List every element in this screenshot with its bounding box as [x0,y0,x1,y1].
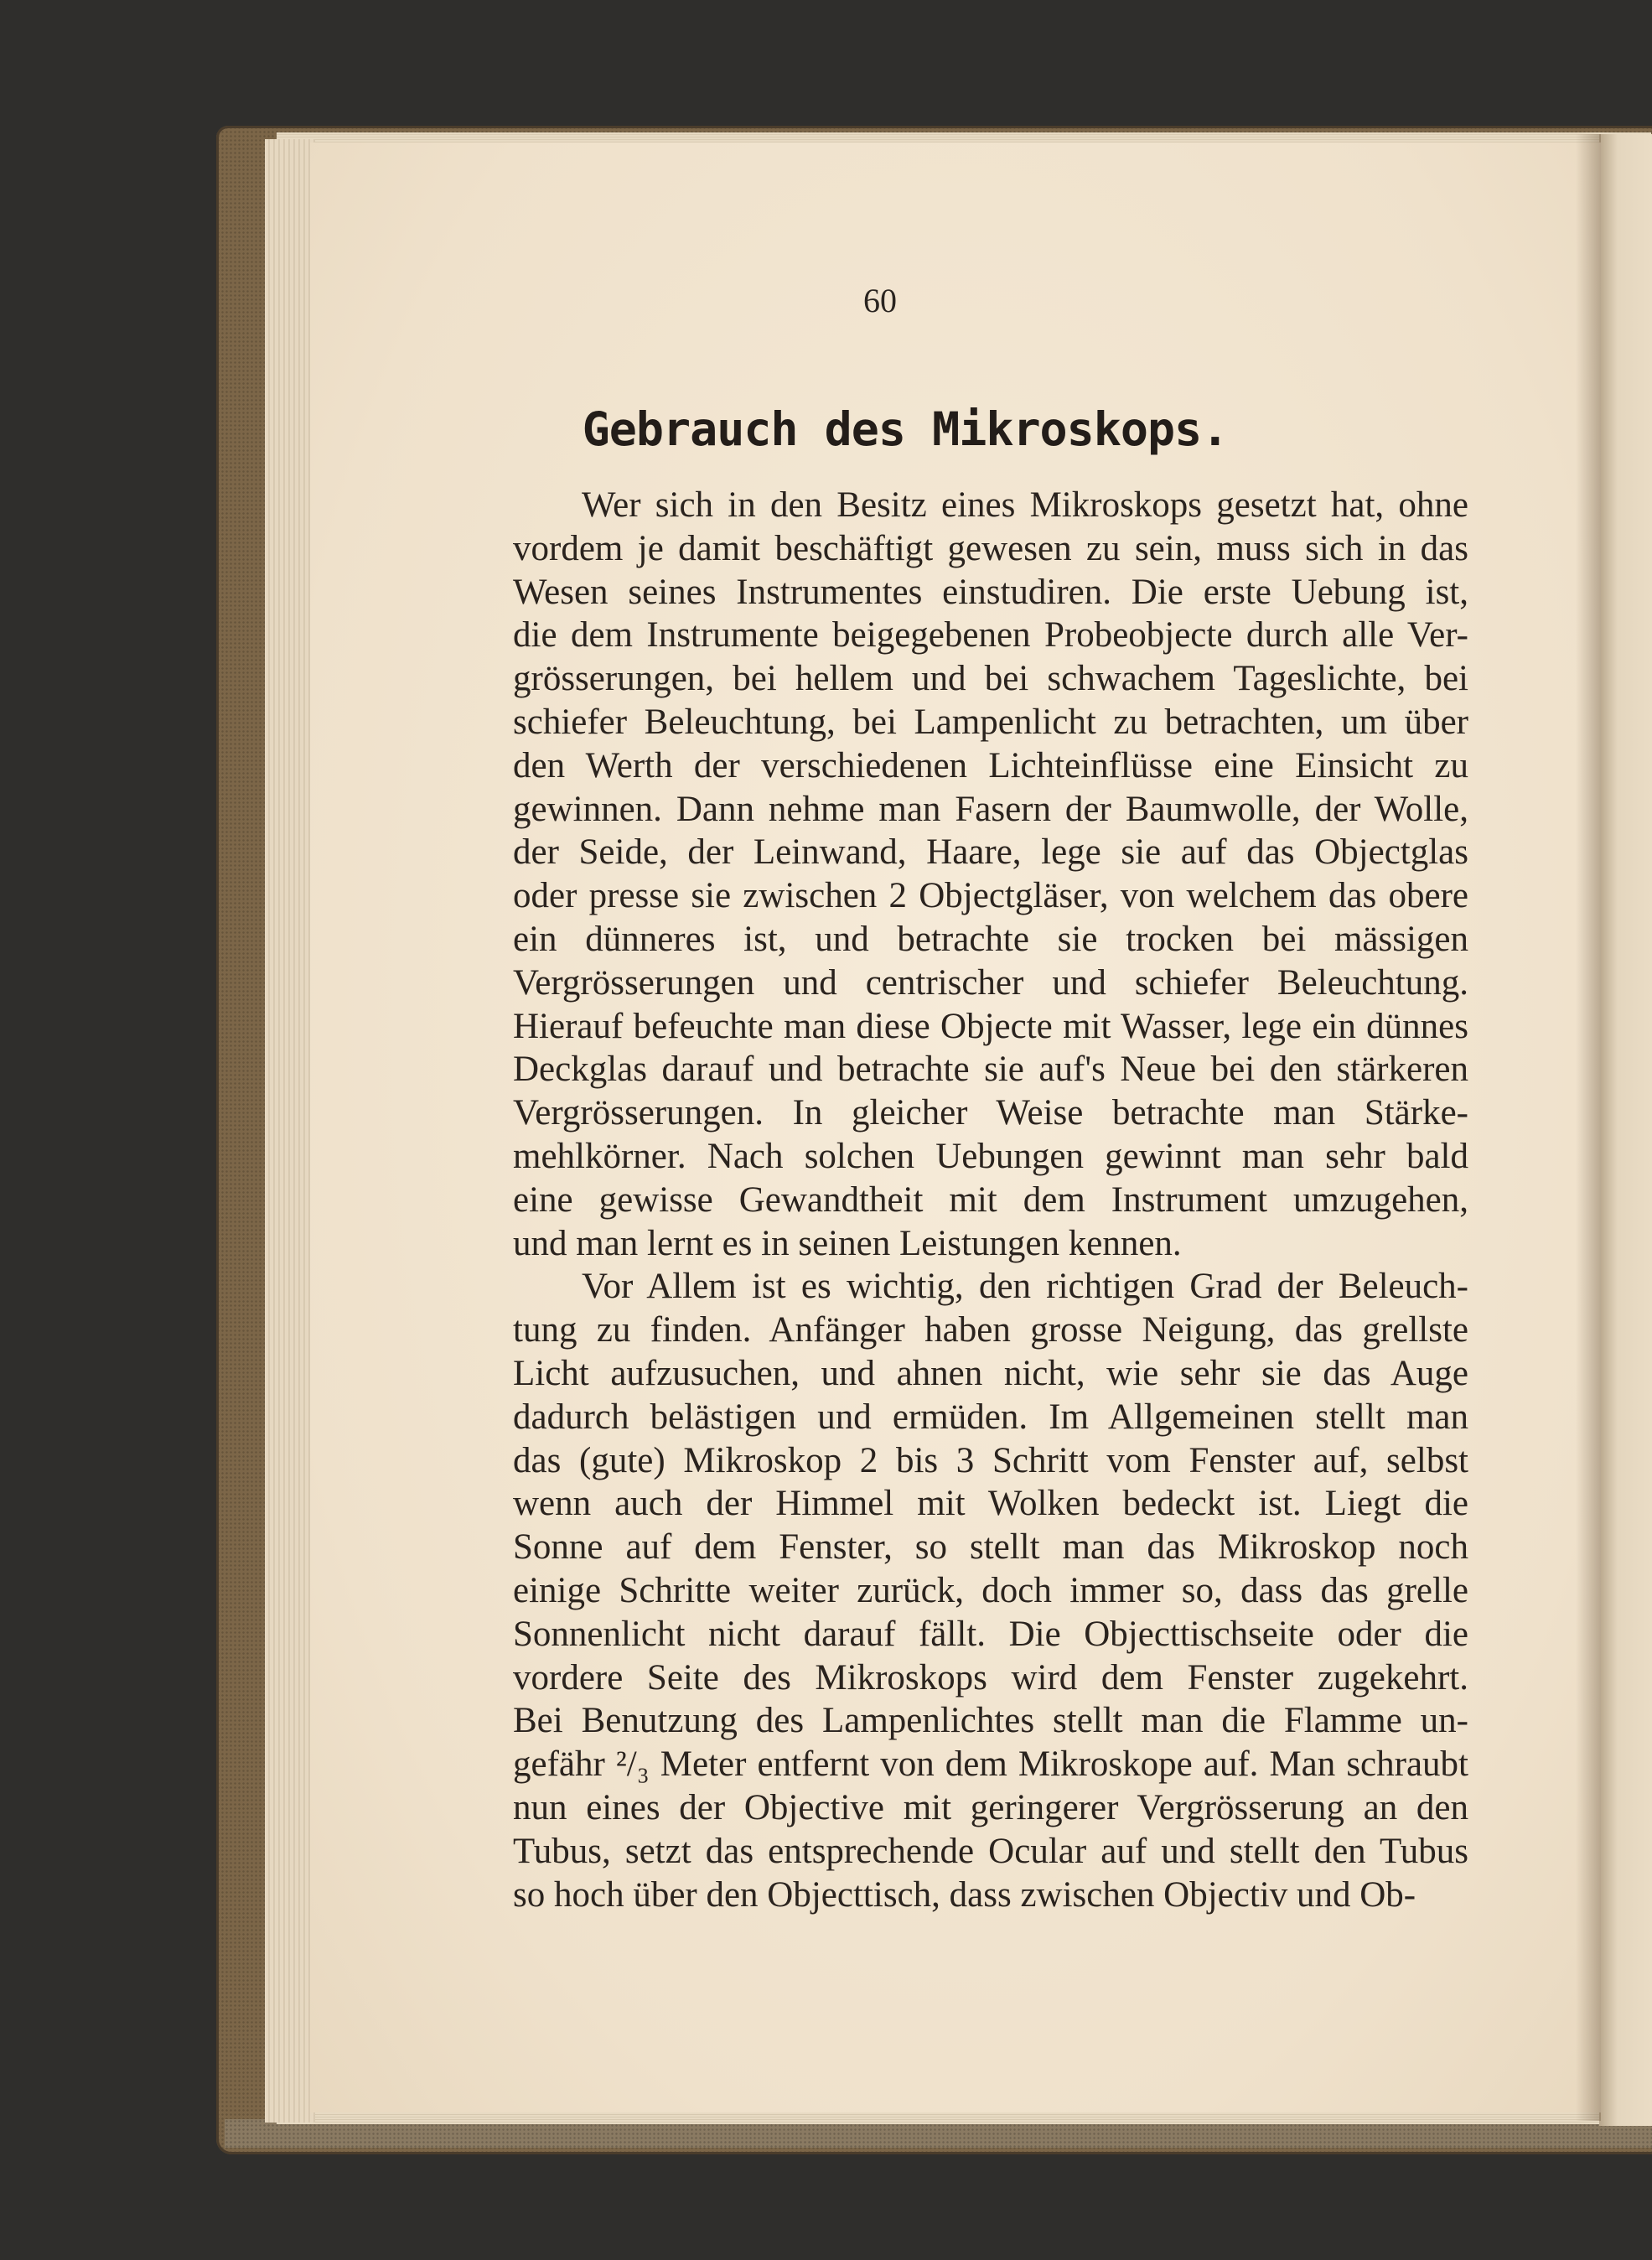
text-line: das (gute) Mikroskop 2 bis 3 Schritt vom Fenster auf, selbst [513,1440,1468,1480]
text-line: Bei Benutzung des Lampenlichtes stellt man die Flamme un- [513,1701,1468,1741]
text-line: ein dünneres ist, und betrachte sie trocken bei mässigen [513,919,1468,959]
body-text [513,484,1468,1916]
text-line: die dem Instrumente beigegebenen Probeobjecte durch alle Ver- [513,615,1468,656]
paragraph [513,484,1468,1265]
paragraph [513,1265,1468,1916]
text-line: eine gewisse Gewandtheit mit dem Instrument umzugehen, [513,1179,1468,1220]
text-line: dadurch belästigen und ermüden. Im Allgemeinen stellt man [513,1397,1468,1437]
text-line: Sonnenlicht nicht darauf fällt. Die Objecttischseite oder die [513,1614,1468,1654]
text-line: Vor Allem ist es wichtig, den richtigen Grad der Beleuch- [582,1267,1468,1307]
text-line: der Seide, der Leinwand, Haare, lege sie auf das Objectglas [513,832,1468,873]
text-line: einige Schritte weiter zurück, doch immer so, dass das grelle [513,1570,1468,1610]
page-stack-left-edge [265,139,315,2123]
text-line: nun eines der Objective mit geringerer Vergrösserung an den [513,1787,1468,1827]
text-line: Tubus, setzt das entsprechende Ocular auf und stellt den Tubus [513,1831,1468,1871]
text-line: Licht aufzusuchen, und ahnen nicht, wie sehr sie das Auge [513,1353,1468,1393]
text-line: schiefer Beleuchtung, bei Lampenlicht zu betrachten, um über [513,702,1468,742]
text-line: mehlkörner. Nach solchen Uebungen gewinnt man sehr bald [513,1136,1468,1176]
text-line: Hierauf befeuchte man diese Objecte mit Wasser, lege ein dünnes [513,1006,1468,1046]
book-gutter-shadow [1576,134,1601,2121]
text-line: Vergrösserungen. In gleicher Weise betrachte man Stärke- [513,1093,1468,1133]
text-line: wenn auch der Himmel mit Wolken bedeckt ist. Liegt die [513,1484,1468,1524]
facing-page-edge [1599,134,1652,2126]
text-line: und man lernt es in seinen Leistungen kennen. [513,1223,1182,1263]
text-line: den Werth der verschiedenen Lichteinflüsse eine Einsicht zu [513,745,1468,785]
page-stack-bottom-edge [277,2112,1609,2124]
text-line: vordem je damit beschäftigt gewesen zu sein, muss sich in das [513,528,1468,568]
text-line: oder presse sie zwischen 2 Objectgläser, von welchem das obere [513,876,1468,916]
text-line: gefähr ²/₃ Meter entfernt von dem Mikroskope auf. Man schraubt [513,1744,1468,1785]
text-line: gewinnen. Dann nehme man Fasern der Baumwolle, der Wolle, [513,789,1468,829]
text-line: vordere Seite des Mikroskops wird dem Fenster zugekehrt. [513,1657,1468,1698]
text-line: Sonne auf dem Fenster, so stellt man das Mikroskop noch [513,1527,1468,1568]
text-line: so hoch über den Objecttisch, dass zwischen Objectiv und Ob- [513,1874,1416,1915]
text-line: Wesen seines Instrumentes einstudiren. Die erste Uebung ist, [513,572,1468,612]
text-line: Wer sich in den Besitz eines Mikroskops gesetzt hat, ohne [582,485,1468,525]
text-line: tung zu finden. Anfänger haben grosse Neigung, das grellste [513,1310,1468,1350]
text-line: grösserungen, bei hellem und bei schwachem Tageslichte, bei [513,659,1468,699]
page-number: 60 [863,282,897,319]
page-title: Gebrauch des Mikroskops. [582,402,1229,456]
text-line: Vergrösserungen und centrischer und schiefer Beleuchtung. [513,962,1468,1003]
text-line: Deckglas darauf und betrachte sie auf's Neue bei den stärkeren [513,1050,1468,1090]
